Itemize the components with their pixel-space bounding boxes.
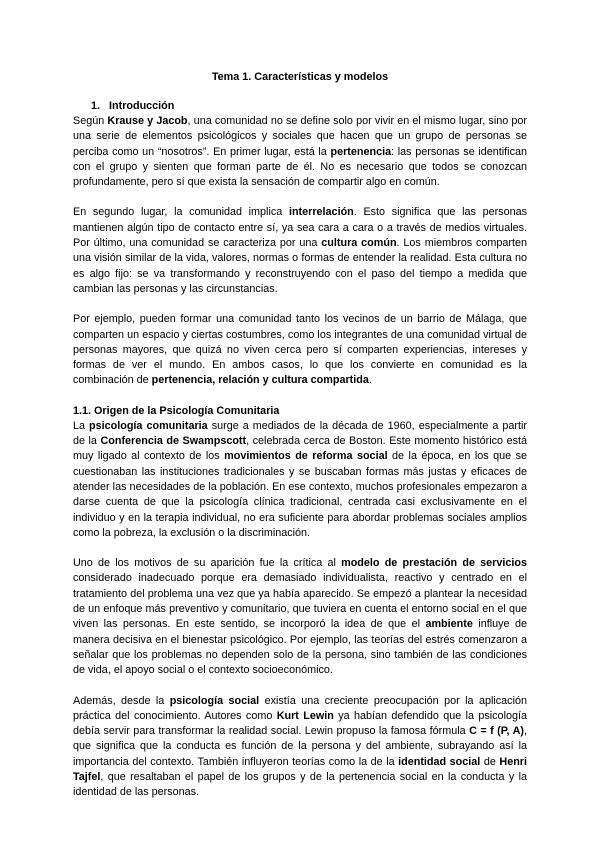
text-run: de la época, en los que se cuestionaban las instituciones tradicionales y se buscaban formas más justas y eficaces de atender las necesidades de la población. En ese contexto, muchos profesionales empezaron a darse cuenta de que la psicología clínica tradicional, centrada casi exclusivamente en el individuo y en la terapia individual, no era suficiente para abordar problemas sociales amplios como la pobreza, la exclusión o la discriminación. bbox=[73, 450, 527, 539]
text-run: de bbox=[480, 755, 500, 768]
text-run: Por ejemplo, pueden formar una comunidad tanto los vecinos de un barrio de Málaga, que comparten un espacio y ciertas costumbres, como los integrantes de una comunidad virtual de personas mayores, que quizá no viven cerca pero sí comparten experiencias, intereses y formas de ver el mundo. En ambos casos, lo que los convierte en comunidad es la combinación de bbox=[73, 313, 527, 387]
section-1-paragraph-2 bbox=[73, 205, 527, 297]
bold-term-identidad-social: identidad social bbox=[398, 755, 481, 768]
section-1-1-paragraph-2 bbox=[73, 556, 527, 678]
text-run: surge a mediados de la década de 1960, especialmente a partir de la bbox=[73, 419, 527, 448]
text-run: considerado inadecuado porque era demasiado individualista, reactivo y centrado en el tratamiento del problema una vez que ya había aparecido. Se empezó a plantear la necesidad de un enfoque más preventivo y comunitario, que tuviera en cuenta el entorno social en el que viven las personas. En este sentido, se incorporó la idea de que el bbox=[73, 572, 527, 631]
bold-term-formula: C = f (P, A) bbox=[469, 725, 524, 738]
bold-term-modelo-prestacion: modelo de prestación de servicios bbox=[341, 557, 527, 570]
bold-term-cultura-comun: cultura común bbox=[321, 237, 397, 250]
text-run: influye de manera decisiva en el bienestar psicológico. Por ejemplo, las teorías del estrés comenzaron a señalar que los problemas no dependen solo de la persona, sino también de las condiciones de vida, el apoyo social o el contexto socioeconómico. bbox=[73, 618, 527, 677]
bold-term-interrelacion: interrelación bbox=[288, 206, 354, 219]
text-run: , que resaltaban el papel de los grupos y de la pertenencia social en la conducta y la identidad de las personas. bbox=[73, 770, 527, 799]
section-1-paragraph-1 bbox=[73, 114, 527, 190]
text-run: . Esto significa que las personas mantienen algún tipo de contacto entre sí, ya sea cara a cara o a través de medios virtuales. Por último, una comunidad se caracteriza por una bbox=[73, 206, 528, 250]
bold-term-pertenencia-relacion-cultura: pertenencia, relación y cultura compartida bbox=[151, 374, 369, 387]
bold-term-conferencia-swampscott: Conferencia de Swampscott bbox=[100, 435, 247, 448]
section-1-title: Introducción bbox=[109, 100, 175, 112]
bold-term-ambiente: ambiente bbox=[425, 618, 473, 631]
text-run: . bbox=[368, 374, 372, 387]
document-title: Tema 1. Características y modelos bbox=[211, 71, 389, 83]
section-1-paragraph-3 bbox=[73, 312, 527, 388]
text-run: . Los miembros comparten una visión similar de la vida, valores, normas o formas de entender la realidad. Esta cultura no es algo fijo: se va transformando y reconstruyendo con el paso del tiempo a medida que cambian las personas y las circunstancias. bbox=[73, 237, 527, 295]
text-run: : las personas se identifican con el grupo y sienten que forman parte de él. No es necesario que todos se conozcan profundamente, pero sí que exista la sensación de compartir algo en común. bbox=[73, 145, 527, 189]
text-run: La bbox=[73, 419, 90, 432]
text-run: , que significa que la conducta es función de la persona y del ambiente, subrayando así la importancia del contexto. También influyeron teorías como la de la bbox=[73, 725, 527, 768]
bold-term-kurt-lewin: Kurt Lewin bbox=[276, 709, 334, 722]
bold-term-movimientos-reforma: movimientos de reforma social bbox=[224, 450, 388, 463]
text-run: existía una creciente preocupación por la aplicación práctica del conocimiento. Autores como bbox=[73, 694, 527, 722]
section-1-heading bbox=[91, 99, 527, 114]
section-1-1-paragraph-1 bbox=[73, 419, 527, 541]
text-run: , celebrada cerca de Boston. Este momento histórico está muy ligado al contexto de los bbox=[73, 435, 527, 463]
text-run: , una comunidad no se define solo por vivir en el mismo lugar, sino por una serie de elementos psicológicos y sociales que hacen que un grupo de personas se perciba como un “nosotros”. En primer lugar, está la bbox=[73, 115, 527, 158]
bold-term-psicologia-comunitaria: psicología comunitaria bbox=[89, 419, 208, 432]
text-run: En segundo lugar, la comunidad implica bbox=[73, 206, 289, 219]
section-1-1-heading: 1.1. Origen de la Psicología Comunitaria bbox=[73, 404, 280, 417]
bold-term-krause-jacob: Krause y Jacob bbox=[107, 115, 188, 127]
text-run: Uno de los motivos de su aparición fue la crítica al bbox=[73, 557, 342, 570]
section-1-1-paragraph-3 bbox=[73, 694, 527, 801]
bold-term-pertenencia: pertenencia bbox=[330, 145, 392, 158]
text-run: Según bbox=[73, 115, 108, 127]
text-run: ya habían defendido que la psicología debía servir para transformar la realidad social. Lewin propuso la famosa fórmula bbox=[73, 709, 527, 738]
bold-term-psicologia-social: psicología social bbox=[169, 694, 260, 707]
bold-term-henri-tajfel: Henri Tajfel bbox=[73, 755, 527, 783]
text-run: Además, desde la bbox=[73, 694, 170, 707]
section-1-number: 1. bbox=[91, 100, 101, 112]
